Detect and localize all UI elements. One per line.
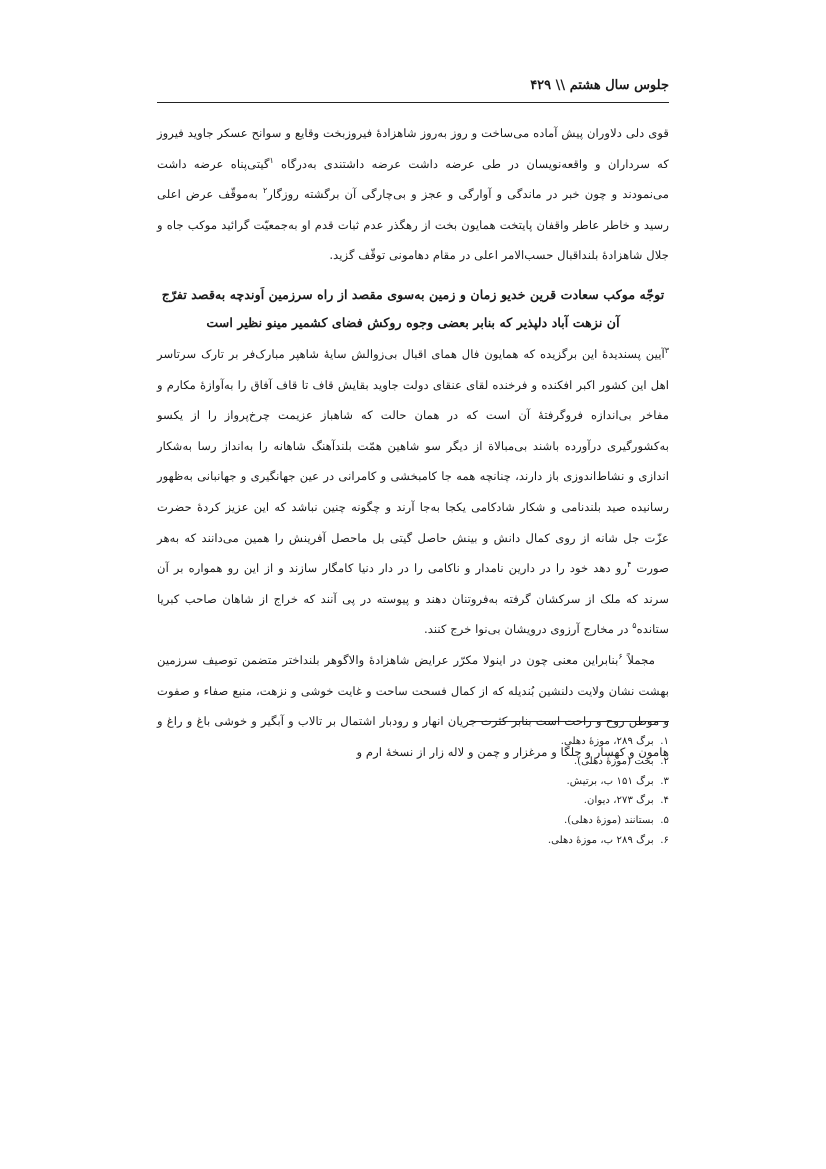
footnote-text: برگ ۲۸۹، موزهٔ دهلی. <box>560 736 654 747</box>
footnote-item <box>157 831 669 851</box>
footnote-item <box>157 732 669 752</box>
paragraph-1-part-1: قوی دلی دلاوران پیش آماده می‌ساخت و روز به‌روز شاهزادهٔ فیروزبخت وقایع و سوانح عسکر جاوید فیروز که سرداران و واقعه‌نویسان در طی عرضه داشت عرضه داشتندی به‌درگاه <box>157 126 669 171</box>
footnote-text: برگ ۱۵۱ ب، برتیش. <box>566 775 654 787</box>
paragraph-3-lead: مجملاً <box>622 652 655 667</box>
footnote-mark-2: ۲ <box>262 186 268 196</box>
paragraph-2-part-2: رو دهد خود را در دارین نامدار و ناکامی را در دار دنیا کامگار سازند و از این رو همواره بر آن سرند که ملک از سرکشان گرفته به‌فروتنان دهند و پیوسته در پی آنند که خراج از شاهان صاحب کبریا ستانده <box>157 561 669 637</box>
footnote-number: ۳. <box>660 775 669 787</box>
paragraph-2 <box>157 339 669 645</box>
footnote-separator <box>469 721 669 722</box>
section-heading-line-2: آن نزهت آباد دلپذیر که بنابر بعضی وجوه روکش فضای کشمیر مینو نظیر است <box>206 314 620 330</box>
footnote-number: ۶. <box>660 834 669 846</box>
paragraph-2-part-3: در مخارج آرزوی درویشان بی‌نوا خرج کنند. <box>424 622 633 637</box>
footnote-number: ۵. <box>660 815 669 827</box>
footnote-mark-6: ۶ <box>618 652 623 662</box>
footnote-number: ۱. <box>660 736 669 747</box>
footnote-number: ۲. <box>660 755 669 767</box>
footnote-mark-3: ۳ <box>664 346 669 356</box>
paragraph-1 <box>157 118 669 271</box>
footnote-text: بستانند (موزهٔ دهلی). <box>563 815 654 827</box>
footnote-mark-5: ۵ <box>632 621 637 631</box>
footnote-mark-4: ۴ <box>627 560 632 570</box>
section-heading-line-1: توجّه موکب سعادت قرین خدیو زمان و زمین به‌سوی مقصد از راه سرزمین اَوندچه به‌قصد تفرّج <box>161 286 665 302</box>
footnote-item <box>157 752 669 772</box>
header-rule <box>157 102 669 103</box>
footnote-list <box>157 732 669 851</box>
paragraph-1-part-2: گیتی‌پناه عرضه داشت می‌نمودند و چون خبر در ماندگی و آوارگی و عجز و بی‌چارگی آن برگشته روزگار <box>157 156 669 202</box>
running-header: جلوس سال هشتم \\ ۴۲۹ <box>530 78 669 93</box>
paragraph-1-part-3: به‌موقّف عرض اعلی رسید و خاطر عاطر واقفان پایتخت همایون بخت از رهگذر عدم ثبات قدم او به‌جمعیّت گرائید موکب جاه و جلال شاهزادهٔ بلنداقبال حسب‌الامر اعلی در مقام دهامونی توقّف گزید. <box>157 187 669 263</box>
main-text <box>157 118 669 767</box>
paragraph-2-part-1: آیین پسندیدهٔ این برگزیده که همایون فال همای اقبال بی‌زوالش سایهٔ شاهپر مبارک‌فر بر تارک سرتاسر اهل این کشور اکبر افکنده و فرخنده لقای عنقای دولت جاوید بقایش قاف تا قاف آفاق را به‌آوازهٔ مکارم و مفاخر بی‌اندازه فروگرفتهٔ آن است که در همان حالت که شاهباز عزیمت چرخ‌پرواز را از یکسو به‌کشورگیری درآورده باشند بی‌مبالاة از دیگر سو شاهین همّت بلندآهنگ شاهانه را به‌انداز رسا به‌شکار اندازی و نشاط‌اندوزی باز دارند، چنانچه همه جا کامبخشی و کامرانی در عین جهانگیری و جهانبانی به‌ظهور رسانیده صید بلندنامی و شکار شادکامی یکجا به‌جا آرند و چگونه چنین نباشد که این عزیز کردهٔ حضرت عزّت جل شانه از روی کمال دانش و بینش حاصل گیتی بل ماحصل آفرینش را همین می‌دانند که به‌هر صورت <box>157 346 669 576</box>
footnote-item <box>157 772 669 792</box>
footnote-text: بخت (موزهٔ دهلی). <box>573 755 654 767</box>
footnote-item <box>157 791 669 811</box>
footnote-mark-1: ۱ <box>269 155 274 165</box>
footnote-number: ۴. <box>660 795 669 807</box>
paragraph-3-text: بنابراین معنی چون در اینولا مکرّر عرایض شاهزادهٔ والاگوهر بلنداختر متضمن توصیف سرزمین بهشت نشان ولایت دلنشین بُندیله که از کمال فسحت ساحت و غایت خوشی و نزهت، منبع صفاء و صفوت و موطن روح و راحت است بنابر کثرت جریان انهار و رودبار اشتمال بر تالاب و آبگیر و خوشی باغ و راغ و هامون و کهسار و جلگا و مرغزار و چمن و لاله زار از نسخهٔ ارم و <box>157 652 669 759</box>
footnote-text: برگ ۲۸۹ ب، موزهٔ دهلی. <box>547 834 654 846</box>
book-page <box>157 0 669 1169</box>
section-heading <box>157 281 669 337</box>
footnote-text: برگ ۲۷۳، دیوان. <box>583 795 654 807</box>
footnote-item <box>157 811 669 831</box>
